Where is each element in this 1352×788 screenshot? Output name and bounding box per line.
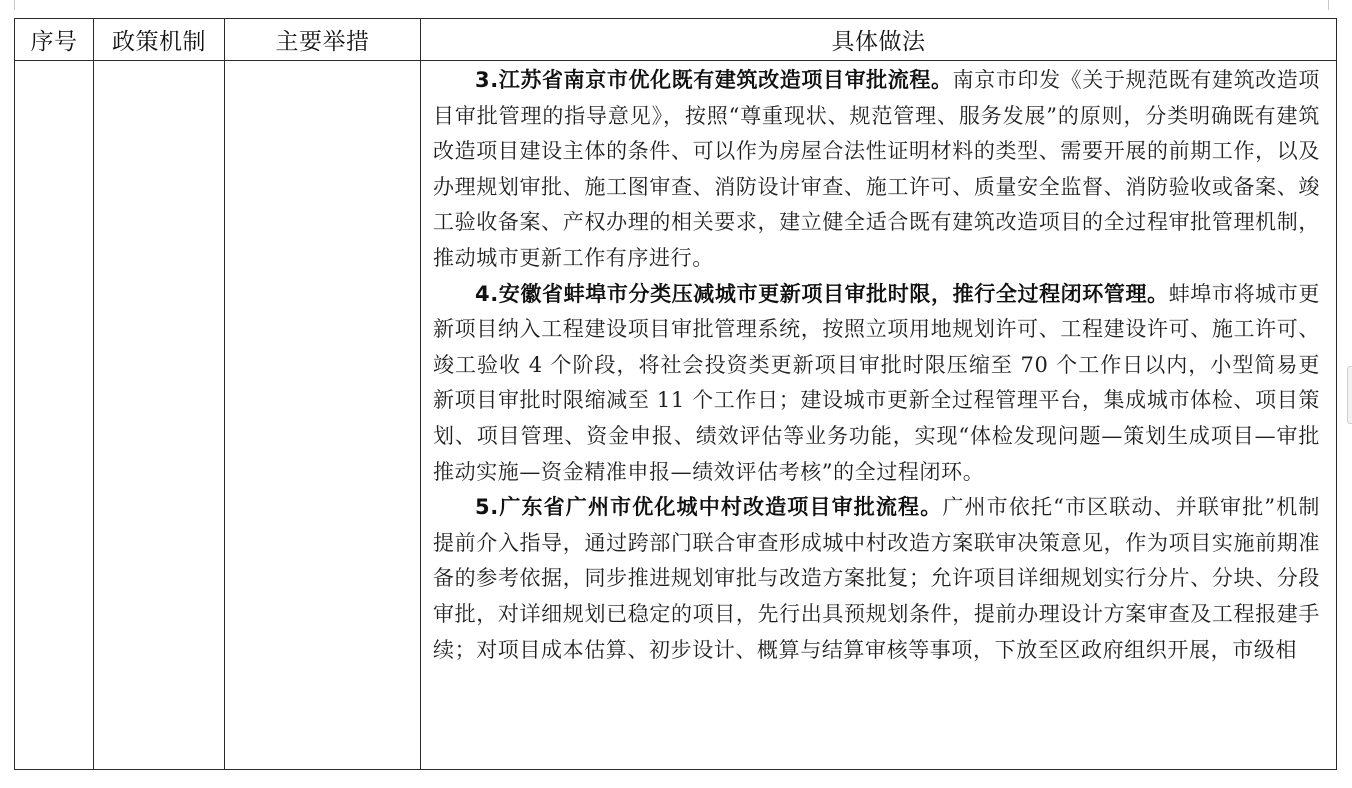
table-header-row — [15, 19, 1337, 61]
scroll-edge-tab[interactable] — [1347, 366, 1352, 424]
paragraph-body: 广州市依托“市区联动、并联审批”机制提前介入指导，通过跨部门联合审查形成城中村改造方案联审决策意见，作为项目实施前期准备的参考依据，同步推进规划审批与改造方案批复；允许项目详细规划实行分片、分块、分段审批，对详细规划已稳定的项目，先行出具预规划条件，提前办理设计方案审查及工程报建手续；对项目成本估算、初步设计、概算与结算审核等事项，下放至区政府组织开展，市级相 — [433, 495, 1320, 662]
cell-index — [15, 61, 94, 770]
cell-detail — [421, 61, 1337, 770]
detail-paragraph-bengbu — [433, 277, 1320, 491]
paragraph-body: 南京市印发《关于规范既有建筑改造项目审批管理的指导意见》，按照“尊重现状、规范管理、服务发展”的原则，分类明确既有建筑改造项目建设主体的条件、可以作为房屋合法性证明材料的类型、需要开展的前期工作，以及办理规划审批、施工图审查、消防设计审查、施工许可、质量安全监督、消防验收或备案、竣工验收备案、产权办理的相关要求，建立健全适合既有建筑改造项目的全过程审批管理机制，推动城市更新工作有序进行。 — [433, 68, 1320, 270]
paragraph-title: 4.安徽省蚌埠市分类压减城市更新项目审批时限，推行全过程闭环管理。 — [475, 281, 1169, 306]
cell-mechanism — [94, 61, 225, 770]
detail-paragraph-nanjing — [433, 63, 1320, 277]
page-corner-mark-right — [1328, 0, 1329, 10]
paragraph-title: 5.广东省广州市优化城中村改造项目审批流程。 — [475, 495, 943, 520]
detail-paragraph-guangzhou — [433, 490, 1320, 668]
page-corner-mark-left — [14, 0, 15, 10]
paragraph-title: 3.江苏省南京市优化既有建筑改造项目审批流程。 — [475, 68, 953, 92]
cell-measures — [225, 61, 421, 770]
header-mechanism: 政策机制 — [94, 19, 225, 61]
policy-table — [14, 18, 1337, 770]
paragraph-body: 蚌埠市将城市更新项目纳入工程建设项目审批管理系统，按照立项用地规划许可、工程建设许可、施工许可、竣工验收 4 个阶段，将社会投资类更新项目审批时限压缩至 70 个工作日以内，小型简易更新项目审批时限缩减至 11 个工作日；建设城市更新全过程管理平台，集成城市体检、项目策划、项目管理、资金申报、绩效评估等业务功能，实现“体检发现问题—策划生成项目—审批推动实施—资金精准申报—绩效评估考核”的全过程闭环。 — [433, 281, 1320, 484]
header-index: 序号 — [15, 19, 94, 61]
table-row — [15, 61, 1337, 770]
header-detail: 具体做法 — [421, 19, 1337, 61]
detail-content — [421, 61, 1336, 769]
header-measures: 主要举措 — [225, 19, 421, 61]
